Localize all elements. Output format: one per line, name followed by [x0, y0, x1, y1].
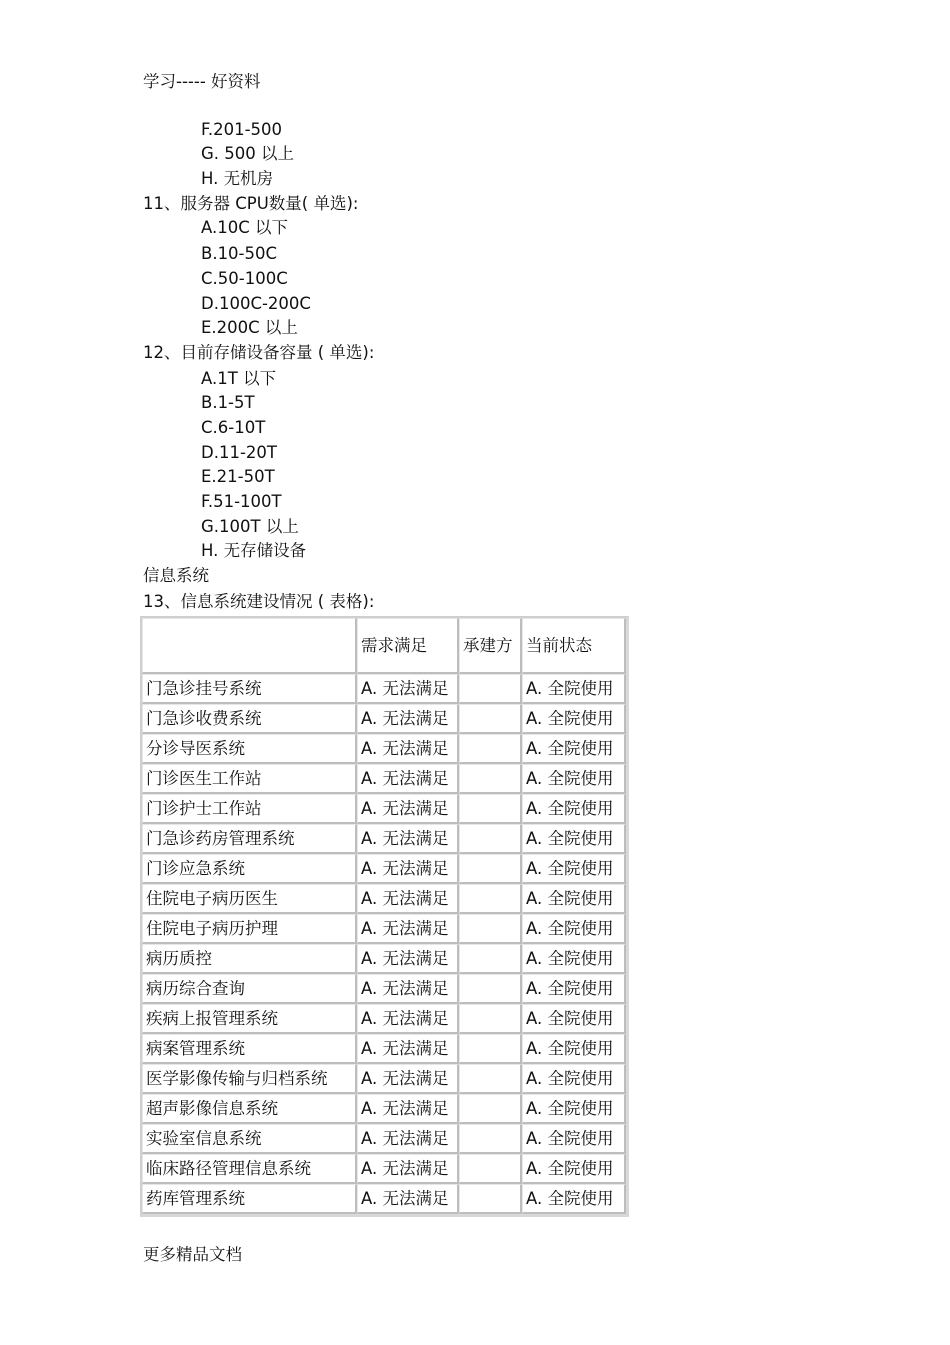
table-row	[142, 674, 626, 704]
requirement-cell: A. 无法满足	[357, 674, 459, 704]
table-row	[142, 914, 626, 944]
contractor-cell	[459, 1064, 522, 1094]
system-name-cell: 病历综合查询	[142, 974, 357, 1004]
requirement-cell: A. 无法满足	[357, 974, 459, 1004]
status-cell: A. 全院使用	[522, 914, 626, 944]
status-cell: A. 全院使用	[522, 974, 626, 1004]
contractor-cell	[459, 914, 522, 944]
table-header-cell	[142, 618, 357, 674]
system-name-cell: 实验室信息系统	[142, 1124, 357, 1154]
system-name-cell: 门急诊收费系统	[142, 704, 357, 734]
contractor-cell	[459, 1034, 522, 1064]
table-row	[142, 734, 626, 764]
status-cell: A. 全院使用	[522, 944, 626, 974]
table-row	[142, 884, 626, 914]
contractor-cell	[459, 824, 522, 854]
contractor-cell	[459, 1124, 522, 1154]
status-cell: A. 全院使用	[522, 734, 626, 764]
table-row	[142, 944, 626, 974]
requirement-cell: A. 无法满足	[357, 824, 459, 854]
section-title: 信息系统	[143, 566, 209, 585]
status-cell: A. 全院使用	[522, 1184, 626, 1214]
system-name-cell: 超声影像信息系统	[142, 1094, 357, 1124]
question-13-title: 13、信息系统建设情况 ( 表格):	[143, 592, 375, 611]
table-header-cell: 需求满足	[357, 618, 459, 674]
status-cell: A. 全院使用	[522, 1124, 626, 1154]
contractor-cell	[459, 884, 522, 914]
page-header: 学习----- 好资料	[143, 72, 261, 91]
requirement-cell: A. 无法满足	[357, 1184, 459, 1214]
system-name-cell: 门急诊药房管理系统	[142, 824, 357, 854]
status-cell: A. 全院使用	[522, 1064, 626, 1094]
system-name-cell: 门急诊挂号系统	[142, 674, 357, 704]
q12-option-h: H. 无存储设备	[201, 541, 307, 560]
status-cell: A. 全院使用	[522, 1034, 626, 1064]
requirement-cell: A. 无法满足	[357, 794, 459, 824]
contractor-cell	[459, 854, 522, 884]
q11-option-e: E.200C 以上	[201, 318, 298, 337]
option-g-machine-room: G. 500 以上	[201, 144, 295, 163]
contractor-cell	[459, 704, 522, 734]
question-12-title: 12、目前存储设备容量 ( 单选):	[143, 343, 375, 362]
system-name-cell: 住院电子病历护理	[142, 914, 357, 944]
requirement-cell: A. 无法满足	[357, 1154, 459, 1184]
status-cell: A. 全院使用	[522, 1004, 626, 1034]
requirement-cell: A. 无法满足	[357, 1124, 459, 1154]
requirement-cell: A. 无法满足	[357, 704, 459, 734]
system-name-cell: 门诊医生工作站	[142, 764, 357, 794]
status-cell: A. 全院使用	[522, 1154, 626, 1184]
q12-option-f: F.51-100T	[201, 492, 282, 511]
q11-option-a: A.10C 以下	[201, 218, 289, 237]
table-header-cell: 承建方	[459, 618, 522, 674]
table-row	[142, 1184, 626, 1214]
table-header-cell: 当前状态	[522, 618, 626, 674]
requirement-cell: A. 无法满足	[357, 944, 459, 974]
option-f-machine-room: F.201-500	[201, 120, 283, 139]
system-name-cell: 住院电子病历医生	[142, 884, 357, 914]
q12-option-e: E.21-50T	[201, 467, 275, 486]
contractor-cell	[459, 794, 522, 824]
status-cell: A. 全院使用	[522, 854, 626, 884]
requirement-cell: A. 无法满足	[357, 764, 459, 794]
requirement-cell: A. 无法满足	[357, 914, 459, 944]
system-name-cell: 病案管理系统	[142, 1034, 357, 1064]
page-footer: 更多精品文档	[143, 1245, 242, 1264]
requirement-cell: A. 无法满足	[357, 884, 459, 914]
q11-option-c: C.50-100C	[201, 269, 288, 288]
option-h-machine-room: H. 无机房	[201, 169, 274, 188]
question-11-title: 11、服务器 CPU数量( 单选):	[143, 194, 359, 213]
table-row	[142, 704, 626, 734]
system-name-cell: 分诊导医系统	[142, 734, 357, 764]
system-name-cell: 药库管理系统	[142, 1184, 357, 1214]
system-name-cell: 门诊护士工作站	[142, 794, 357, 824]
table-row	[142, 764, 626, 794]
q12-option-g: G.100T 以上	[201, 517, 299, 536]
q11-option-b: B.10-50C	[201, 244, 278, 263]
contractor-cell	[459, 674, 522, 704]
system-name-cell: 疾病上报管理系统	[142, 1004, 357, 1034]
table-row	[142, 794, 626, 824]
table-row	[142, 1034, 626, 1064]
system-name-cell: 医学影像传输与归档系统	[142, 1064, 357, 1094]
status-cell: A. 全院使用	[522, 764, 626, 794]
system-name-cell: 临床路径管理信息系统	[142, 1154, 357, 1184]
system-name-cell: 门诊应急系统	[142, 854, 357, 884]
table-row	[142, 1064, 626, 1094]
requirement-cell: A. 无法满足	[357, 854, 459, 884]
q12-option-c: C.6-10T	[201, 418, 266, 437]
requirement-cell: A. 无法满足	[357, 1004, 459, 1034]
q12-option-b: B.1-5T	[201, 393, 255, 412]
table-row	[142, 1154, 626, 1184]
contractor-cell	[459, 734, 522, 764]
q12-option-a: A.1T 以下	[201, 369, 277, 388]
contractor-cell	[459, 1004, 522, 1034]
status-cell: A. 全院使用	[522, 794, 626, 824]
table-row	[142, 854, 626, 884]
contractor-cell	[459, 1154, 522, 1184]
status-cell: A. 全院使用	[522, 1094, 626, 1124]
table-row	[142, 974, 626, 1004]
requirement-cell: A. 无法满足	[357, 1064, 459, 1094]
contractor-cell	[459, 764, 522, 794]
q12-option-d: D.11-20T	[201, 443, 277, 462]
contractor-cell	[459, 944, 522, 974]
system-name-cell: 病历质控	[142, 944, 357, 974]
status-cell: A. 全院使用	[522, 704, 626, 734]
contractor-cell	[459, 974, 522, 1004]
table-row	[142, 1004, 626, 1034]
status-cell: A. 全院使用	[522, 674, 626, 704]
table-row	[142, 824, 626, 854]
table-row	[142, 1124, 626, 1154]
table-header-row	[142, 618, 626, 674]
contractor-cell	[459, 1184, 522, 1214]
table-row	[142, 1094, 626, 1124]
requirement-cell: A. 无法满足	[357, 1094, 459, 1124]
q11-option-d: D.100C-200C	[201, 294, 311, 313]
info-system-table	[140, 616, 629, 1217]
contractor-cell	[459, 1094, 522, 1124]
status-cell: A. 全院使用	[522, 824, 626, 854]
requirement-cell: A. 无法满足	[357, 1034, 459, 1064]
requirement-cell: A. 无法满足	[357, 734, 459, 764]
status-cell: A. 全院使用	[522, 884, 626, 914]
